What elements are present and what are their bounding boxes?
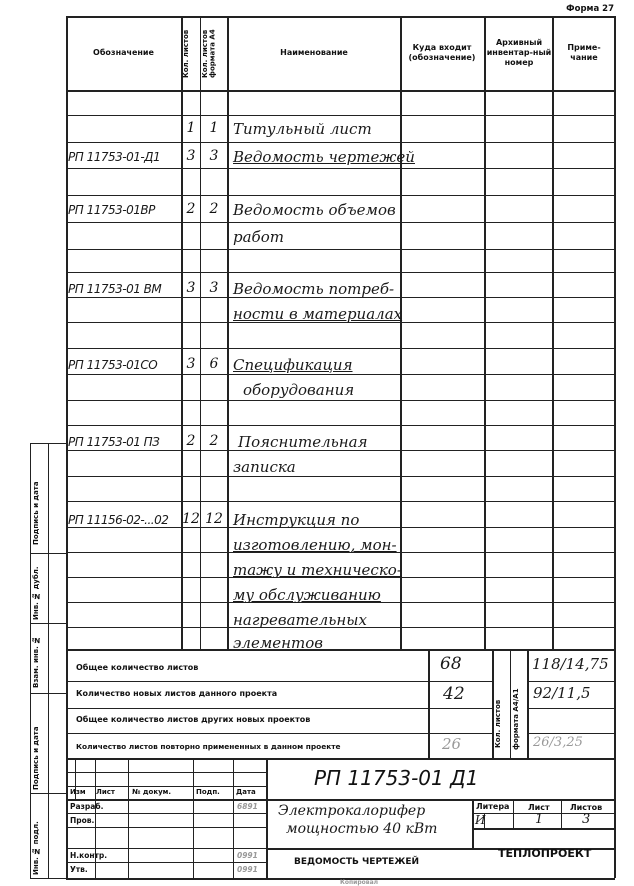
tb-sheets-total: 3 xyxy=(582,812,591,827)
row-a4: 2 xyxy=(209,201,219,217)
summary-col-1 xyxy=(428,649,430,758)
form-label: Форма 27 xyxy=(566,4,614,14)
row-name-line: ности в материалах xyxy=(233,305,403,323)
row-rule xyxy=(66,501,615,502)
tb-copied: Копировал xyxy=(340,879,379,886)
col-line-5 xyxy=(484,16,486,649)
row-name-line: работ xyxy=(233,228,284,246)
tb-col-list: Лист xyxy=(96,788,115,796)
row-sheets: 3 xyxy=(186,148,196,164)
side-stamp-podl: Инв. № подл. xyxy=(32,821,40,875)
tb-right-line-1 xyxy=(472,813,615,814)
side-sep-4 xyxy=(30,793,66,794)
row-name-line: Спецификация xyxy=(233,356,353,374)
row-a4: 3 xyxy=(209,280,219,296)
tb-col-6 xyxy=(266,758,268,878)
summary-new-a4: 92/11,5 xyxy=(533,684,591,702)
row-name-line: элементов xyxy=(233,634,324,652)
summary-new-sheets: 42 xyxy=(443,684,465,704)
tb-line-2 xyxy=(66,786,266,787)
side-stamp-vzam: Взам. инв. № xyxy=(32,635,40,688)
tb-col-5 xyxy=(233,758,234,878)
side-strip-bottom xyxy=(30,878,66,879)
summary-new-label: Количество новых листов данного проекта xyxy=(76,689,278,698)
summary-line-1r xyxy=(527,681,615,682)
tb-date-4: 0991 xyxy=(237,851,258,860)
tb-col-4 xyxy=(193,758,194,878)
side-sep-2 xyxy=(30,623,66,624)
side-strip-left xyxy=(30,443,31,878)
tb-line-1 xyxy=(66,772,266,773)
tb-col-docnum: № докум. xyxy=(132,788,172,796)
tb-col-sign: Подп. xyxy=(196,788,220,796)
header-note: Приме-чание xyxy=(567,43,601,62)
tb-litera-label: Литера xyxy=(476,802,510,811)
row-sheets: 3 xyxy=(186,356,196,372)
row-rule xyxy=(66,348,615,349)
row-rule xyxy=(66,272,615,273)
summary-a4-header: формата А4/А1 xyxy=(512,688,520,750)
row-a4: 1 xyxy=(209,120,219,136)
summary-top xyxy=(66,649,615,651)
tb-role-utv: Утв. xyxy=(70,865,88,874)
side-strip-mid xyxy=(48,443,49,878)
frame-right xyxy=(614,16,616,878)
row-a4: 2 xyxy=(209,433,219,449)
tb-col-date: Дата xyxy=(236,788,256,796)
tb-product-line2: мощностью 40 кВт xyxy=(286,821,438,837)
summary-sheets-header: Кол. листов xyxy=(494,699,502,748)
summary-col-4 xyxy=(527,649,529,758)
tb-date-1: 6891 xyxy=(237,802,258,811)
tb-col-8 xyxy=(513,799,514,828)
title-block-top xyxy=(66,758,615,760)
tb-col-3 xyxy=(128,758,129,878)
row-designation: РП 11753-01-Д1 xyxy=(68,150,161,164)
col-line-4 xyxy=(400,16,402,649)
row-sheets: 3 xyxy=(186,280,196,296)
header-bottom xyxy=(66,90,615,92)
row-name-line: оборудования xyxy=(243,381,355,399)
tb-sheet-label: Лист xyxy=(528,803,550,812)
tb-col-9 xyxy=(561,799,562,828)
tb-org: ТЕПЛОПРОЕКТ xyxy=(498,847,592,860)
row-designation: РП 11156-02-...02 xyxy=(68,513,169,527)
side-stamp-sign-date-1: Подпись и дата xyxy=(32,481,40,545)
tb-sheet: 1 xyxy=(535,812,544,827)
row-name-line: Инструкция по xyxy=(233,511,360,529)
row-rule xyxy=(66,400,615,401)
row-sheets: 1 xyxy=(186,120,196,136)
tb-right-line-2 xyxy=(472,828,615,830)
row-rule xyxy=(66,374,615,375)
summary-reused-a4: 26/3,25 xyxy=(533,735,583,750)
row-name-line: тажу и техническо- xyxy=(233,561,402,579)
summary-total-label: Общее количество листов xyxy=(76,663,199,672)
summary-reused-sheets: 26 xyxy=(442,735,462,753)
col-line-3 xyxy=(227,16,229,649)
summary-total-sheets: 68 xyxy=(440,654,462,674)
row-sheets: 2 xyxy=(186,201,196,217)
header-a4-count: Кол. листов формата А4 xyxy=(201,29,217,79)
row-designation: РП 11753-01ВР xyxy=(68,203,155,217)
header-archive: Архивный инвентар-ный номер xyxy=(486,38,552,67)
col-line-1 xyxy=(181,16,183,649)
tb-col-2 xyxy=(95,758,96,878)
tb-doc-code: РП 11753-01 Д1 xyxy=(314,766,479,790)
row-rule xyxy=(66,195,615,196)
tb-line-3 xyxy=(66,799,615,801)
summary-col-3 xyxy=(510,649,511,758)
row-name-line: Титульный лист xyxy=(233,120,372,138)
tb-line-7 xyxy=(66,862,266,863)
row-name-line: Ведомость чертежей xyxy=(233,148,415,166)
row-designation: РП 11753-01СО xyxy=(68,358,158,372)
side-stamp-dubl: Инв. № дубл. xyxy=(32,566,40,620)
summary-line-2r xyxy=(527,708,615,709)
side-strip-top xyxy=(30,443,66,444)
tb-line-6 xyxy=(66,848,266,849)
row-rule xyxy=(66,168,615,169)
row-a4: 6 xyxy=(209,356,219,372)
summary-total-a4: 118/14,75 xyxy=(532,655,609,673)
header-where-used: Куда входит (обозначение) xyxy=(408,43,476,62)
row-name-line: му обслуживанию xyxy=(233,586,381,604)
tb-date-5: 0991 xyxy=(237,865,258,874)
row-rule xyxy=(66,476,615,477)
side-sep-1 xyxy=(30,553,66,554)
row-rule xyxy=(66,222,615,223)
tb-sheets-label: Листов xyxy=(570,803,603,812)
header-designation: Обозначение xyxy=(93,48,154,57)
row-name-line: нагревательных xyxy=(233,611,367,629)
tb-role-razrab: Разраб. xyxy=(70,802,104,811)
row-name-line: Ведомость потреб- xyxy=(233,280,395,298)
row-rule xyxy=(66,425,615,426)
row-rule xyxy=(66,142,615,143)
row-name-line: записка xyxy=(233,458,296,476)
tb-product-line1: Электрокалорифер xyxy=(278,803,426,819)
row-sheets: 12 xyxy=(182,511,200,527)
tb-col-izm: Изм xyxy=(70,788,86,796)
row-a4: 12 xyxy=(205,511,223,527)
row-sheets: 2 xyxy=(186,433,196,449)
col-line-2 xyxy=(200,16,201,649)
row-rule xyxy=(66,249,615,250)
tb-litera: И xyxy=(475,813,486,827)
row-designation: РП 11753-01 ПЗ xyxy=(68,435,160,449)
summary-reused-label: Количество листов повторно примененных в данном проекте xyxy=(76,742,341,751)
tb-line-4 xyxy=(66,813,266,814)
tb-role-prov: Пров. xyxy=(70,816,95,825)
header-sheets-count: Кол. листов xyxy=(182,29,190,79)
tb-role-nkontr: Н.контр. xyxy=(70,851,108,860)
row-name-line: изготовлению, мон- xyxy=(233,536,397,554)
row-a4: 3 xyxy=(209,148,219,164)
tb-line-5 xyxy=(66,827,266,828)
summary-line-3r xyxy=(527,733,615,734)
tb-col-7 xyxy=(472,799,474,848)
row-rule xyxy=(66,115,615,116)
tb-sheet-title: ВЕДОМОСТЬ ЧЕРТЕЖЕЙ xyxy=(294,857,420,867)
row-designation: РП 11753-01 ВМ xyxy=(68,282,162,296)
side-stamp-sign-date-2: Подпись и дата xyxy=(32,726,40,790)
header-name: Наименование xyxy=(280,48,348,57)
side-sep-3 xyxy=(30,693,66,694)
row-name-line: Ведомость объемов xyxy=(233,201,396,219)
summary-other-label: Общее количество листов других новых проектов xyxy=(76,715,311,724)
col-line-6 xyxy=(552,16,554,649)
row-name-line: Пояснительная xyxy=(238,433,368,451)
